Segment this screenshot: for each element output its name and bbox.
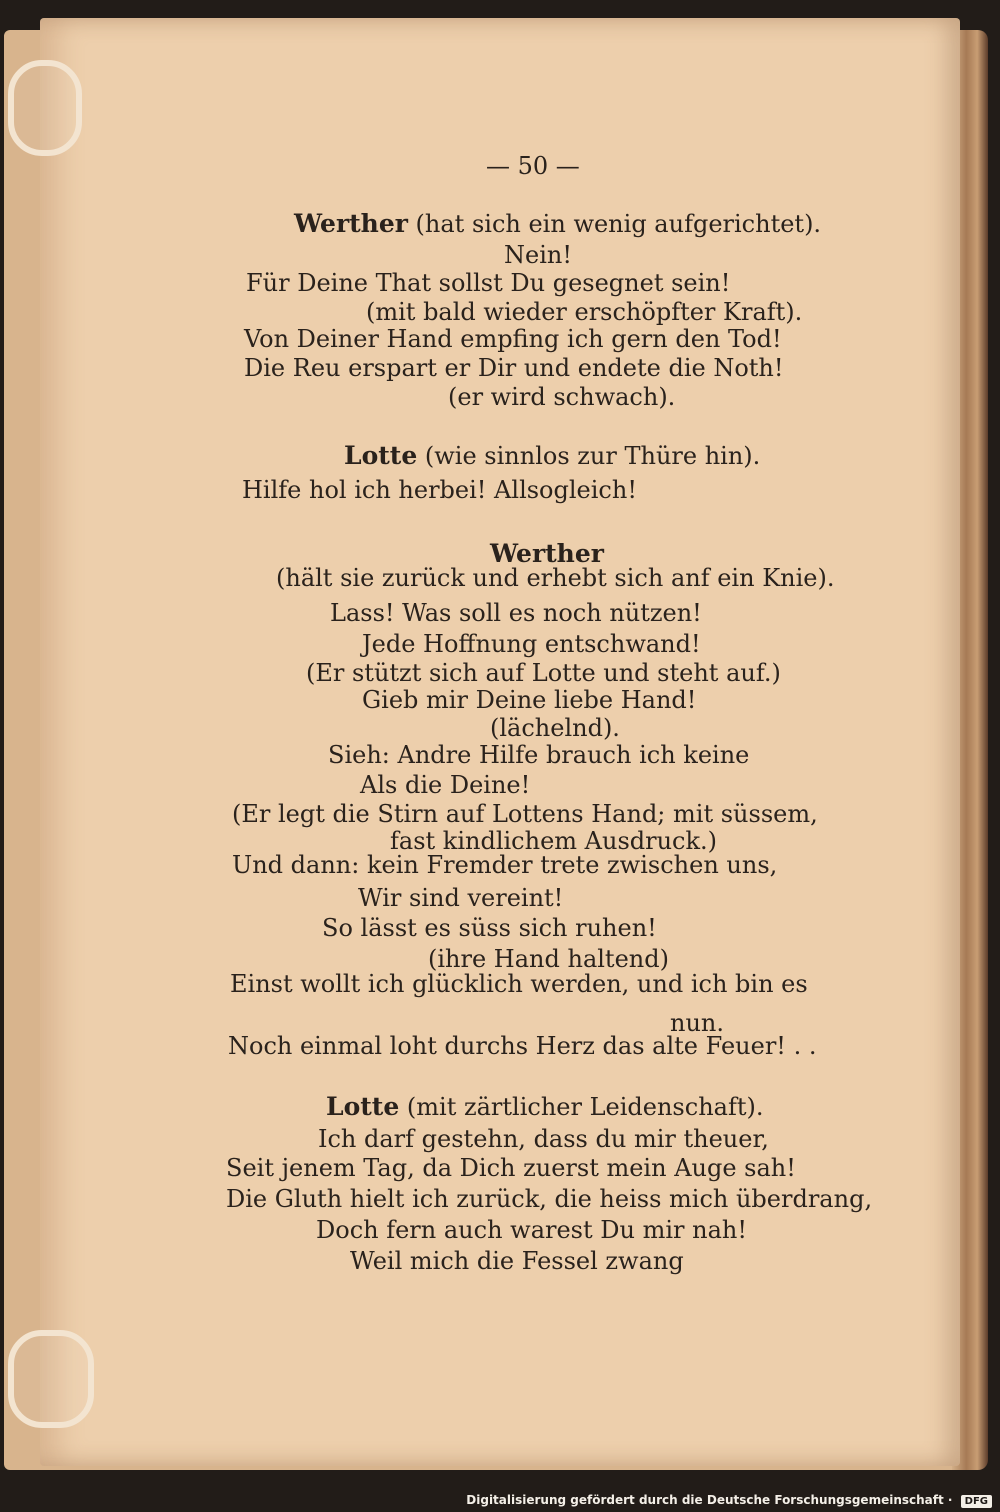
text-line: (lächelnd). — [490, 714, 620, 742]
text-line: Jede Hoffnung entschwand! — [362, 630, 701, 658]
text-line: (mit bald wieder erschöpfter Kraft). — [366, 298, 803, 326]
page-number: — 50 — — [486, 152, 580, 180]
speaker-name: Lotte — [326, 1092, 400, 1121]
dfg-logo: DFG — [961, 1495, 992, 1508]
text-line: Für Deine That sollst Du gesegnet sein! — [246, 269, 731, 297]
text-line: Und dann: kein Fremder trete zwischen uns, — [232, 851, 778, 879]
text-line: Die Reu erspart er Dir und endete die Noth! — [244, 354, 784, 382]
text-line: Wir sind vereint! — [358, 884, 564, 912]
footer-separator: · — [943, 1493, 957, 1507]
text-line: (ihre Hand haltend) — [428, 945, 669, 973]
text-line: Noch einmal loht durchs Herz das alte Feuer! . . — [228, 1032, 817, 1060]
text-line: (hält sie zurück und erhebt sich anf ein Knie). — [276, 564, 835, 592]
text-line — [490, 541, 604, 566]
line-text: (hat sich ein wenig aufgerichtet). — [407, 210, 822, 238]
text-line: Weil mich die Fessel zwang — [350, 1247, 684, 1275]
text-line: Seit jenem Tag, da Dich zuerst mein Auge sah! — [226, 1154, 796, 1182]
text-line — [326, 1094, 763, 1119]
speaker-name: Lotte — [344, 441, 418, 470]
line-text: (wie sinnlos zur Thüre hin). — [417, 442, 761, 470]
text-line: Die Gluth hielt ich zurück, die heiss mich überdrang, — [226, 1185, 873, 1213]
paper-clip-bottom — [8, 1330, 94, 1428]
text-line — [294, 211, 821, 236]
text-line: Lass! Was soll es noch nützen! — [330, 599, 702, 627]
text-line: Von Deiner Hand empfing ich gern den Tod! — [244, 325, 782, 353]
text-line — [344, 443, 760, 468]
text-line: Gieb mir Deine liebe Hand! — [362, 686, 697, 714]
text-line: fast kindlichem Ausdruck.) — [390, 827, 718, 855]
text-line: Als die Deine! — [360, 771, 531, 799]
paper-clip-top — [8, 60, 82, 156]
speaker-name: Werther — [294, 209, 408, 238]
text-line: (Er stützt sich auf Lotte und steht auf.) — [306, 659, 781, 687]
line-text: (mit zärtlicher Leidenschaft). — [399, 1093, 764, 1121]
text-line: Ich darf gestehn, dass du mir theuer, — [318, 1125, 769, 1153]
speaker-name: Werther — [490, 539, 604, 568]
digitization-credit — [466, 1493, 992, 1508]
text-line: (er wird schwach). — [448, 383, 676, 411]
text-line: nun. — [670, 1009, 724, 1037]
text-line: Einst wollt ich glücklich werden, und ich bin es — [230, 970, 808, 998]
credit-text: Digitalisierung gefördert durch die Deutsche Forschungsgemeinschaft — [466, 1493, 944, 1507]
text-line: (Er legt die Stirn auf Lottens Hand; mit süssem, — [232, 800, 818, 828]
text-line: Sieh: Andre Hilfe brauch ich keine — [328, 741, 750, 769]
text-line: Doch fern auch warest Du mir nah! — [316, 1216, 748, 1244]
text-line: So lässt es süss sich ruhen! — [322, 914, 657, 942]
text-line: Nein! — [504, 241, 572, 269]
text-line: Hilfe hol ich herbei! Allsogleich! — [242, 476, 637, 504]
